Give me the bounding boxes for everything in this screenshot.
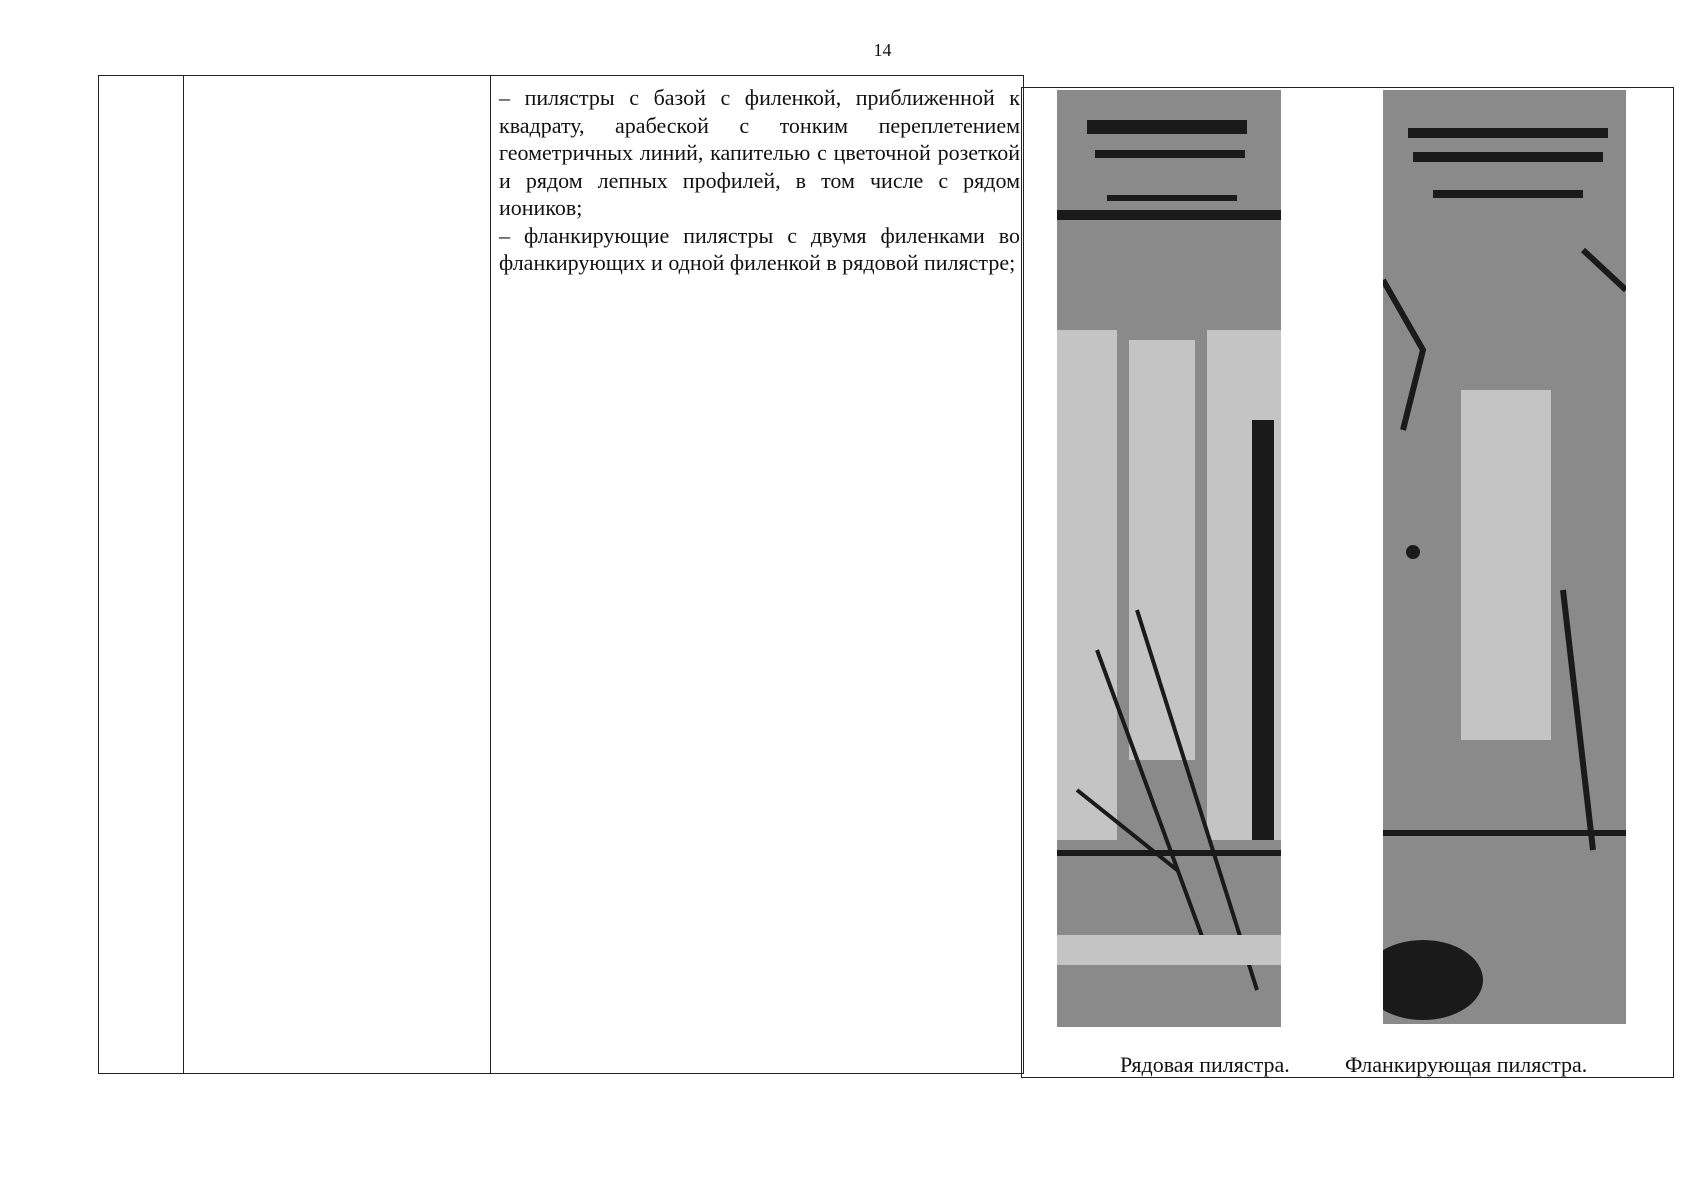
description-cell [499,84,1020,277]
pilaster-photo-2-graphic [1383,90,1626,1024]
page-number: 14 [873,40,892,60]
pilaster-photo-1-graphic [1057,90,1281,1027]
photo-caption-ordinary: Рядовая пилястра. [1120,1052,1290,1077]
photo-flanking-pilaster [1383,90,1626,1024]
table-column-divider-2 [490,76,491,1074]
description-paragraph-2: – фланкирующие пилястры с двумя филенками во фланкирующих и одной филенкой в рядовой пилястре; [499,222,1020,275]
table-column-divider-1 [183,75,184,1073]
photo-ordinary-pilaster [1057,90,1281,1027]
description-paragraph-1: – пилястры с базой с филенкой, приближенной к квадрату, арабеской с тонким переплетением геометричных линий, капителью с цветочной розеткой и рядом лепных профилей, в том числе с рядом иоников; [499,85,1020,220]
photo-caption-flanking: Фланкирующая пилястра. [1345,1052,1588,1077]
